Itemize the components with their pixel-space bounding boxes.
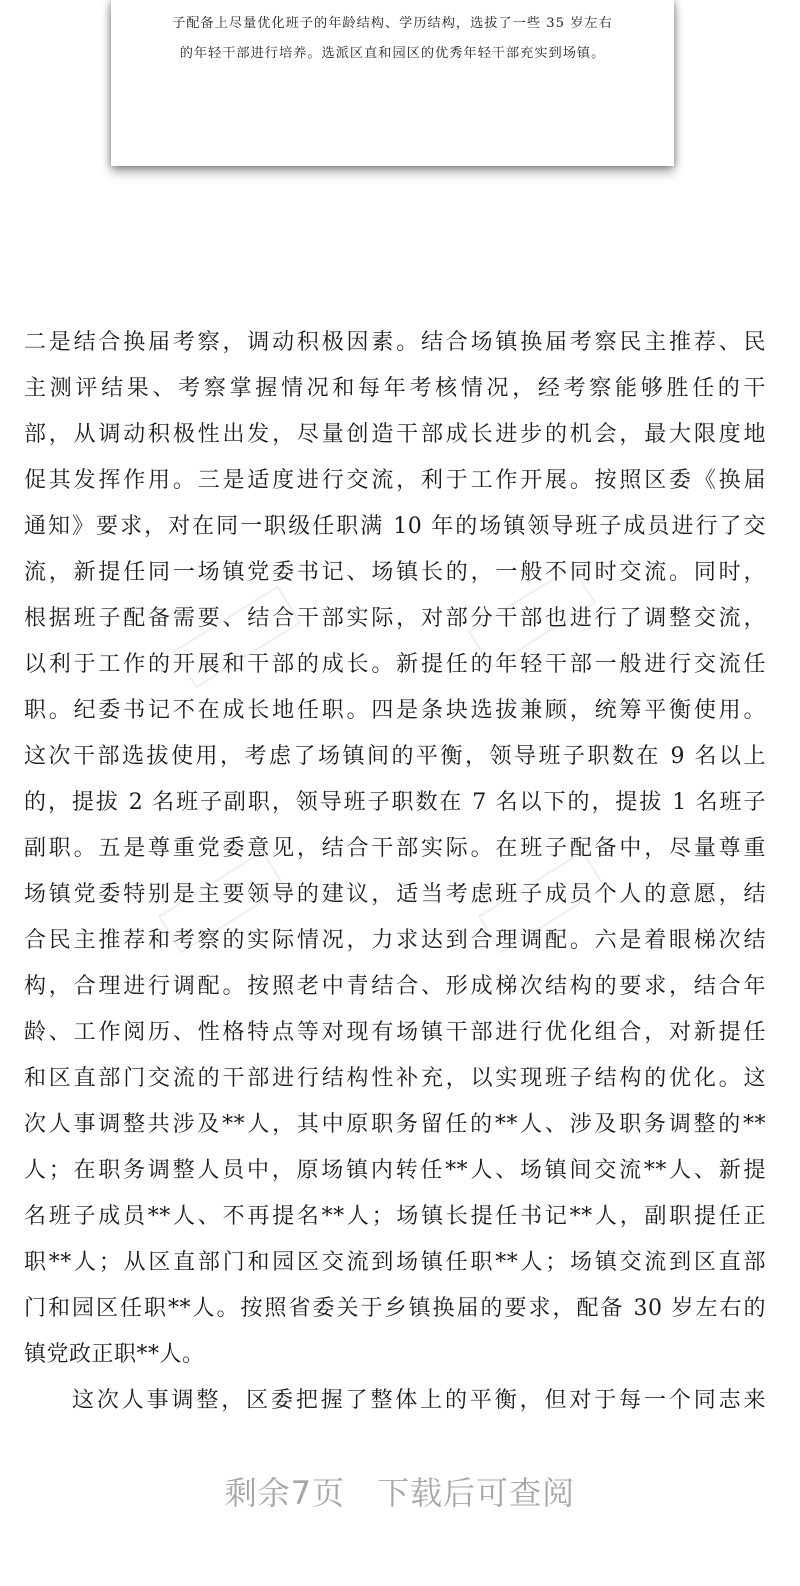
card-text-line-2: 的年轻干部进行培养。选派区直和园区的优秀年轻干部充实到场镇。 <box>179 46 606 61</box>
body-line: 这次干部选拔使用，考虑了场镇间的平衡，领导班子职数在 9 名以上 <box>24 744 766 769</box>
body-line: 门和园区任职**人。按照省委关于乡镇换届的要求，配备 30 岁左右的 <box>24 1296 766 1321</box>
body-line: 通知》要求，对在同一职级任职满 10 年的场镇领导班子成员进行了交 <box>24 514 766 539</box>
body-line: 次人事调整共涉及**人，其中原职务留任的**人、涉及职务调整的** <box>24 1112 766 1137</box>
body-line: 根据班子配备需要、结合干部实际，对部分干部也进行了调整交流， <box>24 606 766 631</box>
preview-page-card <box>111 0 674 166</box>
body-line: 和区直部门交流的干部进行结构性补充，以实现班子结构的优化。这 <box>24 1066 766 1091</box>
body-line: 职。纪委书记不在成长地任职。四是条块选拔兼顾，统筹平衡使用。 <box>24 698 766 723</box>
body-line: 名班子成员**人、不再提名**人；场镇长提任书记**人，副职提任正 <box>24 1204 766 1229</box>
download-to-view-label: 下载后可查阅 <box>377 1474 576 1512</box>
body-line: 职**人；从区直部门和园区交流到场镇任职**人；场镇交流到区直部 <box>24 1250 766 1275</box>
body-line: 构，合理进行调配。按照老中青结合、形成梯次结构的要求，结合年 <box>24 974 766 999</box>
paragraph-start-line: 这次人事调整，区委把握了整体上的平衡，但对于每一个同志来 <box>72 1388 766 1413</box>
body-line: 龄、工作阅历、性格特点等对现有场镇干部进行优化组合，对新提任 <box>24 1020 766 1045</box>
body-line: 二是结合换届考察，调动积极因素。结合场镇换届考察民主推荐、民 <box>24 330 766 355</box>
body-line: 主测评结果、考察掌握情况和每年考核情况，经考察能够胜任的干 <box>24 376 766 401</box>
remaining-pages-label: 剩余7页 <box>224 1474 346 1512</box>
body-line: 以利于工作的开展和干部的成长。新提任的年轻干部一般进行交流任 <box>24 652 766 677</box>
body-line: 流，新提任同一场镇党委书记、场镇长的，一般不同时交流。同时， <box>24 560 766 585</box>
body-line: 的，提拔 2 名班子副职，领导班子职数在 7 名以下的，提拔 1 名班子 <box>24 790 766 815</box>
body-line: 镇党政正职**人。 <box>24 1342 205 1367</box>
body-line: 部，从调动积极性出发，尽量创造干部成长进步的机会，最大限度地 <box>24 422 766 447</box>
card-text-line-1: 子配备上尽量优化班子的年龄结构、学历结构，选拔了一些 35 岁左右 <box>172 16 613 31</box>
body-line: 促其发挥作用。三是适度进行交流，利于工作开展。按照区委《换届 <box>24 468 766 493</box>
download-prompt[interactable] <box>0 1468 800 1514</box>
body-line: 人；在职务调整人员中，原场镇内转任**人、场镇间交流**人、新提 <box>24 1158 766 1183</box>
body-line: 副职。五是尊重党委意见，结合干部实际。在班子配备中，尽量尊重 <box>24 836 766 861</box>
body-line: 场镇党委特别是主要领导的建议，适当考虑班子成员个人的意愿，结 <box>24 882 766 907</box>
body-line: 合民主推荐和考察的实际情况，力求达到合理调配。六是着眼梯次结 <box>24 928 766 953</box>
